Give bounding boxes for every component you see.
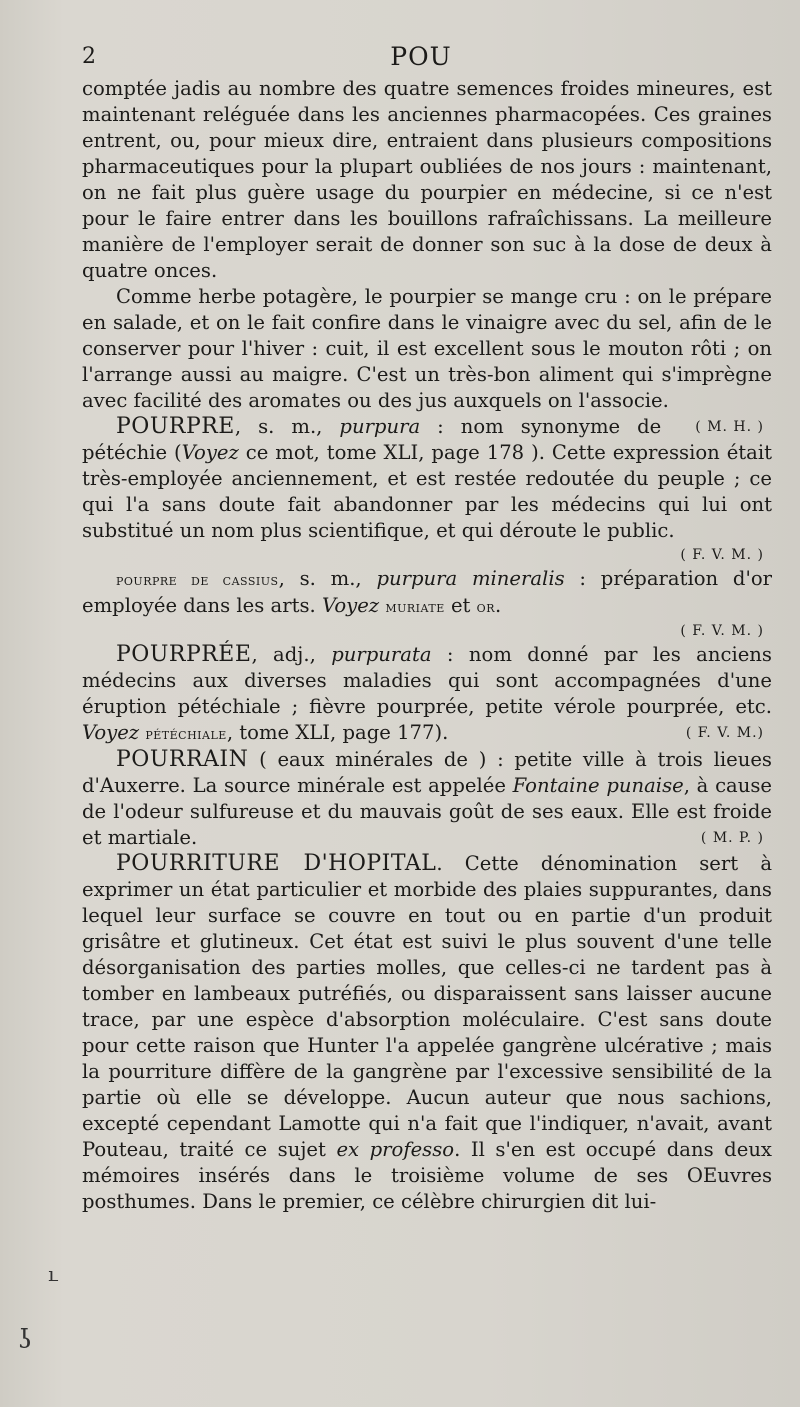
- entry-text: . Cette dénomination sert à exprimer un état particulier et morbide des plaies suppurantes, dans lequel leur surface se couvre en tout ou en partie d'un produit grisâtre et glutineux. Cet état est suivi le plus souvent d'une telle désorganisation des parties molles, que celles-ci ne tardent pas à tomber en lambeaux putréfiés, ou disparaissent sans laisser aucune trace, par une espèce d'absorption moléculaire. C'est sans doute pour cette raison que Hunter l'a appelée gangrène ulcérative ; mais la pourriture diffère de la gangrène par l'excessive sensibilité de la partie où elle se développe. Aucun auteur que nous sachions, excepté cependant Lamotte qui n'a fait que l'indiquer, n'avait, avant Pouteau, traité ce sujet: [82, 852, 772, 1161]
- paragraph-text: Comme herbe potagère, le pourpier se mange cru : on le prépare en salade, et on le fait confire dans le vinaigre avec du sel, afin de le conserver pour l'hiver : cuit, il est excellent sous le mouton rôti ; on l'arrange aussi au maigre. C'est un très-bon aliment qui s'imprègne avec facilité des aromates ou des jus auxquels on l'associe.: [82, 285, 772, 412]
- place-name: Fontaine punaise: [512, 774, 684, 797]
- entry-text: et: [444, 594, 477, 617]
- entry-headword: POURPRE: [116, 414, 235, 439]
- cross-reference: or: [476, 598, 495, 616]
- latin-term: purpura mineralis: [376, 567, 565, 590]
- ink-mark: ʖ: [18, 1325, 32, 1355]
- entry-text: ce mot, tome XLI, page 178 ). Cette expression était très-employée anciennement, et est restée redoutée du peuple ; ce qui l'a sans doute fait abandonner par les médecins qui lui ont substitué un nom plus scientifique, et qui déroute le public.: [82, 441, 773, 542]
- page-body: [82, 76, 772, 1215]
- cross-reference: muriate: [385, 598, 445, 616]
- author-signature: ( M. H. ): [695, 419, 764, 435]
- author-signature: ( F. V. M.): [685, 725, 764, 741]
- entry-text: : préparation d'or employée dans les arts.: [82, 567, 773, 617]
- running-head: POU: [390, 42, 452, 71]
- entry-text: . Il s'en est occupé dans deux mémoires insérés dans le troisième volume de ses OEuvres posthumes. Dans le premier, ce célèbre chirurgien dit lui-: [82, 1138, 772, 1213]
- entry-headword: POURRITURE D'HOPITAL: [116, 851, 437, 876]
- latin-term: purpura: [339, 415, 421, 438]
- entry-headword: pourpre de cassius: [116, 571, 279, 589]
- entry-headword: POURRAIN: [116, 747, 249, 772]
- entry-text: , adj.,: [251, 643, 332, 666]
- entry-text: , tome XLI, page 177).: [226, 721, 449, 744]
- page-header: [82, 42, 760, 76]
- voyez-reference: Voyez: [82, 721, 140, 744]
- entry-text: : nom synonyme de pétéchie (: [82, 415, 662, 464]
- entry-text: : nom donné par les anciens médecins aux diverses maladies qui sont accompagnées d'une éruption pétéchiale ; fièvre pourprée, petite vérole pourprée, etc.: [82, 643, 772, 718]
- entry-text: , s. m.,: [278, 567, 377, 590]
- entry-text: , s. m.,: [234, 415, 340, 438]
- author-signature: ( M. P. ): [700, 830, 764, 846]
- entry-text: , à cause de l'odeur sulfureuse et du mauvais goût de ses eaux. Elle est froide et martiale.: [82, 774, 772, 849]
- page-number: 2: [82, 44, 96, 69]
- voyez-reference: Voyez: [321, 594, 380, 617]
- entry-text: ( eaux minérales de ) : petite ville à trois lieues d'Auxerre. La source minérale est appelée: [82, 748, 772, 797]
- cross-reference: pétéchiale: [145, 725, 227, 743]
- author-signature: ( F. V. M. ): [680, 547, 764, 563]
- entry-pourpree: [82, 642, 772, 747]
- entry-text: .: [494, 594, 502, 617]
- paragraph-continuation: comptée jadis au nombre des quatre semences froides mineures, est maintenant reléguée dans les anciennes pharmacopées. Ces graines entrent, ou, pour mieux dire, entraient dans plusieurs compositions pharmaceutiques pour la plupart oubliées de nos jours : maintenant, on ne fait plus guère usage du pourpier en médecine, si ce n'est pour le faire entrer dans les bouillons rafraîchissans. La meilleure manière de l'employer serait de donner son suc à la dose de deux à quatre onces.: [82, 77, 772, 282]
- entry-pourrain: [82, 747, 772, 851]
- latin-term: purpurata: [331, 643, 432, 666]
- entry-pourriture-d-hopital: [82, 851, 772, 1215]
- latin-term: ex professo: [336, 1138, 455, 1161]
- ink-mark: ւ: [48, 1262, 58, 1286]
- entry-headword: POURPRÉE: [116, 642, 252, 667]
- author-signature: ( F. V. M. ): [680, 623, 764, 639]
- voyez-reference: Voyez: [181, 441, 239, 464]
- entry-pourpre-de-cassius: [82, 566, 772, 620]
